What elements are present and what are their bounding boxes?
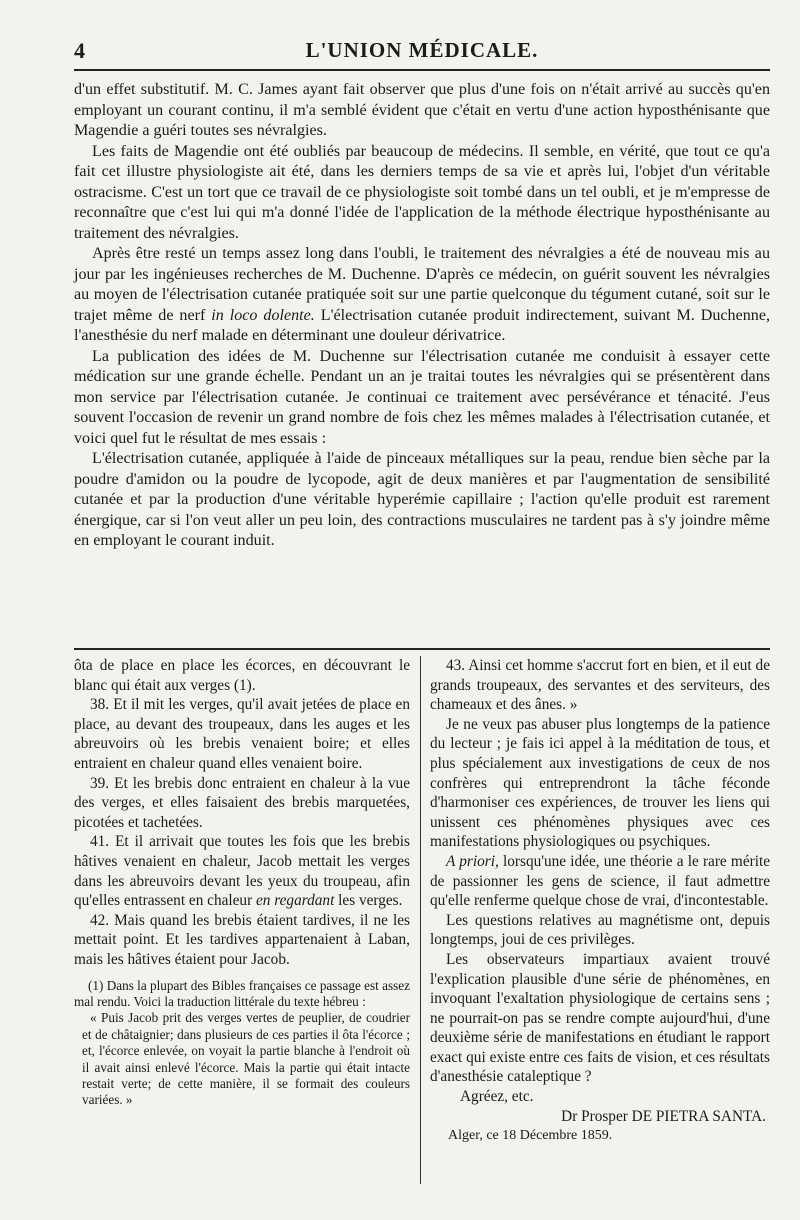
paragraph <box>430 852 770 911</box>
paragraph: 39. Et les brebis donc entraient en chaleur à la vue des verges, et elles faisaient des brebis marquetées, picotées et tachetées. <box>74 774 410 831</box>
italic-phrase: A priori, <box>446 852 499 870</box>
signature-name: DE PIETRA SANTA. <box>631 1107 766 1125</box>
footnote <box>74 978 410 1109</box>
paragraph: ôta de place en place les écorces, en découvrant le blanc qui était aux verges (1). <box>74 657 410 694</box>
paragraph: 43. Ainsi cet homme s'accrut fort en bien, et il eut de grands troupeaux, des servantes et des serviteurs, des chameaux et des ânes. » <box>430 657 770 714</box>
signature-prefix: Dr Prosper <box>561 1107 628 1125</box>
paragraph <box>74 832 410 910</box>
footnote-text: (1) Dans la plupart des Bibles françaises ce passage est assez mal rendu. Voici la traduction littérale du texte hébreu : <box>74 977 410 1009</box>
italic-phrase: en regardant <box>256 892 335 910</box>
page-number: 4 <box>74 38 85 63</box>
paragraph: 42. Mais quand les brebis étaient tardives, il ne les mettait point. Et les tardives appartenaient à Laban, mais les hâtives étaient pour Jacob. <box>74 911 410 968</box>
closing-salutation: Agréez, etc. <box>460 1088 534 1106</box>
header-rule <box>74 69 770 71</box>
paragraph: La publication des idées de M. Duchenne sur l'électrisation cutanée me conduisit à essayer cette médication sur une grande échelle. Pendant un an je traitai toutes les névralgies qui se présentèrent dans mon service par l'électrisation cutanée. Je continuai ce traitement avec persévérance et ténacité. J'eus souvent l'occasion de revenir un grand nombre de fois chez les mêmes malades à l'électrisation cutanée, et voici quel fut le résultat de mes essais : <box>74 347 770 447</box>
dateline: Alger, ce 18 Décembre 1859. <box>448 1128 613 1144</box>
right-column <box>430 656 770 1146</box>
latin-phrase: in loco dolente. <box>211 306 315 324</box>
section-rule <box>74 648 770 650</box>
page-header <box>74 34 770 68</box>
paragraph: 38. Et il mit les verges, qu'il avait jetées de place en place, au devant des troupeaux, dans les auges et les abreuvoirs où les brebis venaient boire; et elles entraient en chaleur quand elles venaient boire. <box>74 696 410 772</box>
paragraph-text: L'électrisation cutanée produit indirectement, suivant M. Duchenne, l'anesthésie du nerf malade en déterminant une douleur dérivatrice. <box>74 306 770 344</box>
paragraph: Les faits de Magendie ont été oubliés par beaucoup de médecins. Il semble, en vérité, que tout ce qu'a fait cet illustre physiologiste ait été, dans les derniers temps de sa vie et après lui, l'objet d'un véritable ostracisme. C'est un tort que ce travail de ce physiologiste soit tombé dans un tel oubli, et je m'empresse de reconnaître que c'est lui qui m'a donné l'idée de l'application de la méthode électrique hyposthénisante au traitement des névralgies. <box>74 142 770 242</box>
paragraph-text: 41. Et il arrivait que toutes les fois que les brebis hâtives venaient en chaleur, Jacob mettait les verges dans les abreuvoirs devant les yeux du troupeau, afin qu'elles entrassent en chaleur <box>74 833 410 910</box>
paragraph: Les questions relatives au magnétisme ont, depuis longtemps, joui de ces privilèges. <box>430 911 770 949</box>
paragraph: L'électrisation cutanée, appliquée à l'aide de pinceaux métalliques sur la peau, rendue bien sèche par la poudre d'amidon ou la poudre de lycopode, agit de deux manières et par l'augmentation de sensibilité cutanée et par la production d'une véritable hyperémie capillaire ; l'action qu'elle produit est rarement énergique, car si l'on veut aller un peu loin, des contractions musculaires ne tardent pas à s'y joindre même en employant le courant induit. <box>74 450 770 549</box>
paragraph-text: lorsqu'une idée, une théorie a le rare mérite de passionner les gens de science, il faut admettre qu'elle renferme quelque chose de vrai, d'incontestable. <box>430 852 770 910</box>
column-divider <box>420 656 421 1184</box>
two-column-section <box>74 656 770 1196</box>
signature <box>430 1107 770 1127</box>
paragraph: Les observateurs impartiaux avaient trouvé l'explication plausible d'une série de phénomènes, en invoquant l'exaltation physiologique de certains sens ; ne pourrait-on pas se rendre compte aujourd'hui, d'une deuxième série de manifestations en étudiant le rapport exact qui existe entre ces faits de vision, et ces résultats d'anesthésie cataleptique ? <box>430 950 770 1086</box>
paragraph: d'un effet substitutif. M. C. James ayant fait observer que plus d'une fois on n'était arrivé au succès qu'en employant un courant continu, il m'a semblé évident que c'était en vertu d'une action hyposthénisante que Magendie a guéri toutes ses névralgies. <box>74 81 770 139</box>
running-title: L'UNION MÉDICALE. <box>305 38 539 62</box>
left-column <box>74 656 410 1109</box>
paragraph: Je ne veux pas abuser plus longtemps de la patience du lecteur ; je fais ici appel à la méditation de tous, et plus spécialement aux investigations de ceux de nos confrères qui entreprendront la tâche féconde d'harmoniser ces expériences, de trouver les liens qui unissent ces phénomènes physiques avec ces manifestations physiologiques ou psychiques. <box>430 715 770 851</box>
paragraph <box>74 244 770 347</box>
footnote-quote: « Puis Jacob prit des verges vertes de peuplier, de coudrier et de châtaignier; dans plusieurs de ces parties il ôta l'écorce ; et, l'écorce enlevée, on voyait la partie blanche à l'endroit où il avait ainsi enlevé l'écorce. Mais la partie qui était intacte restait verte; de cette manière, il se formait des couleurs variées. » <box>82 1010 410 1108</box>
article-body <box>74 80 770 552</box>
paragraph-text: Après être resté un temps assez long dans l'oubli, le traitement des névralgies a été de nouveau mis au jour par les ingénieuses recherches de M. Duchenne. D'après ce médecin, on guérit souvent les névralgies au moyen de l'électrisation cutanée pratiquée soit sur une partie quelconque du tégument cutané, soit sur le trajet même de nerf <box>74 245 770 324</box>
paragraph-text: les verges. <box>334 892 403 910</box>
